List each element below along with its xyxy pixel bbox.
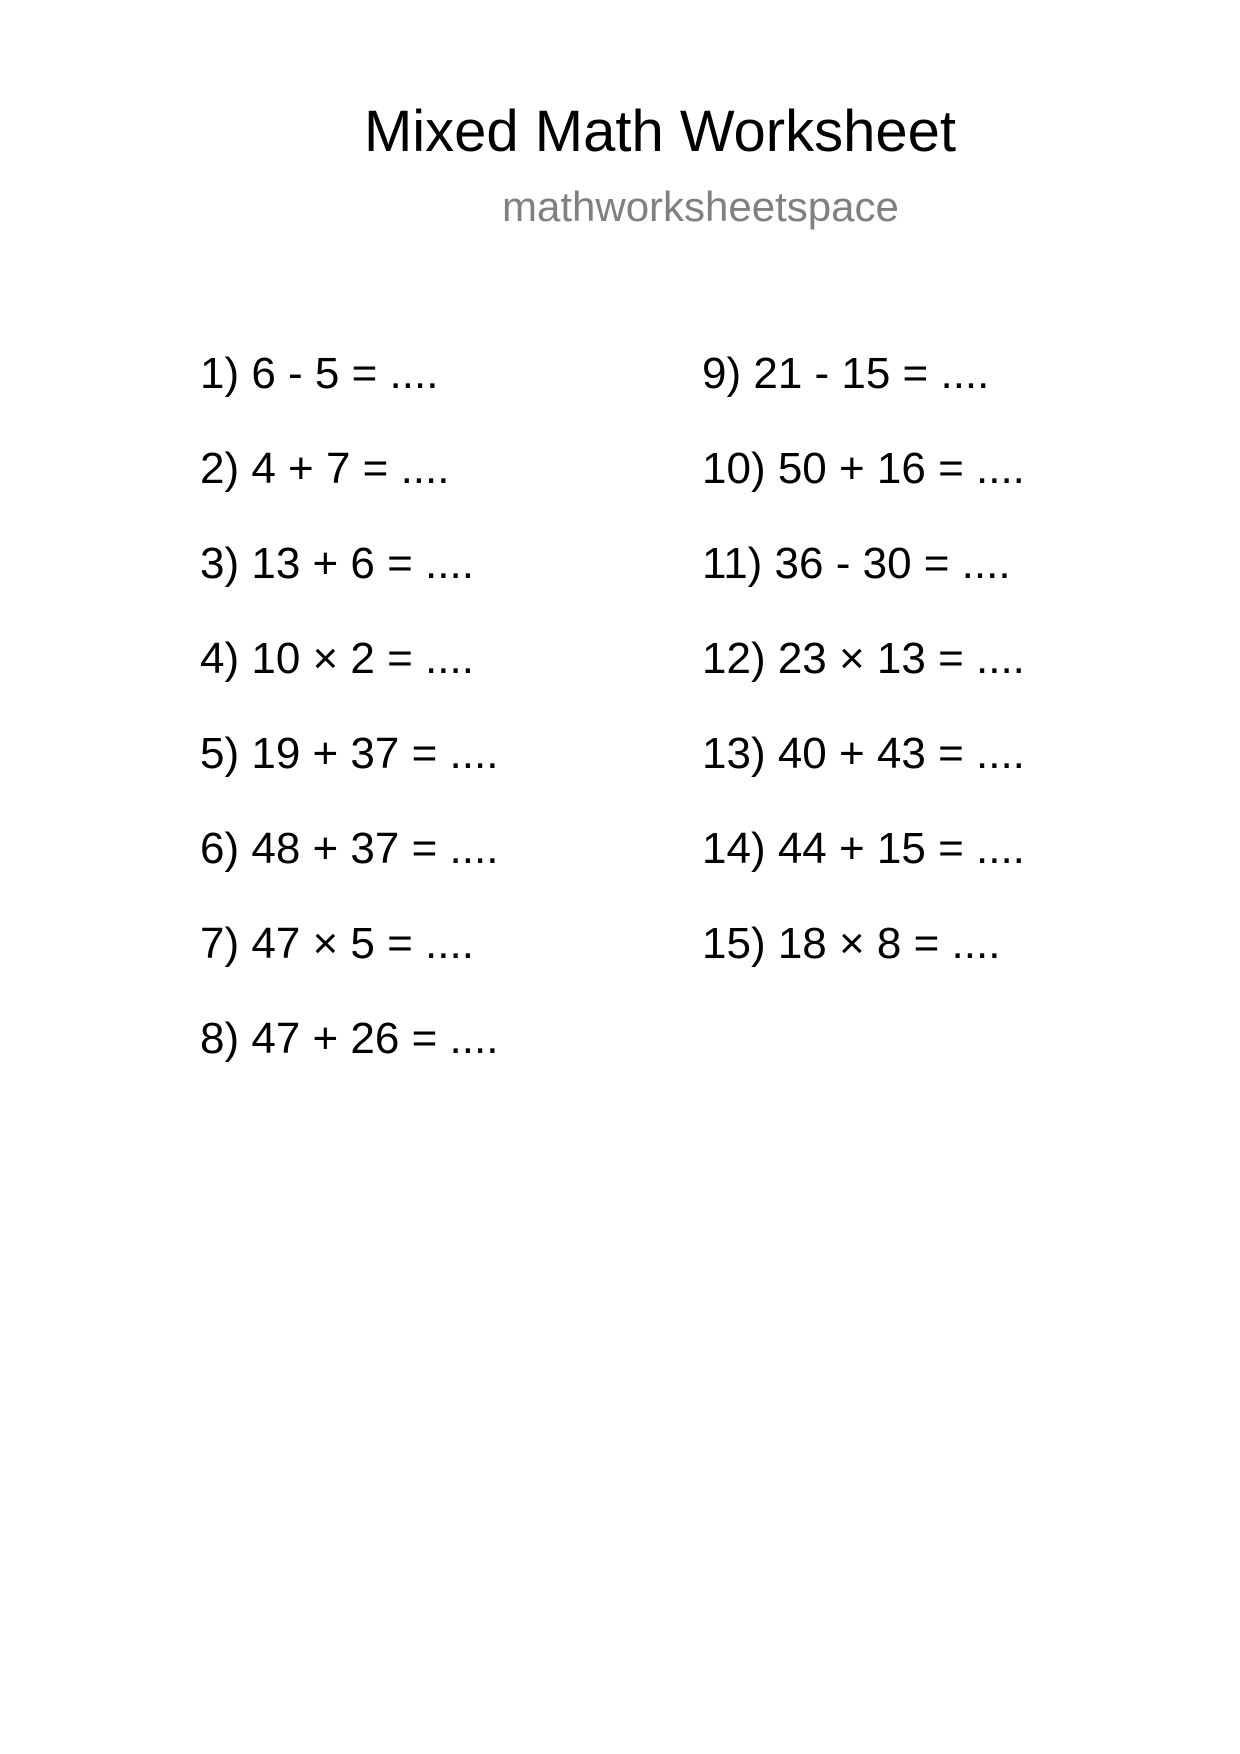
problem-11: 11) 36 - 30 = .... <box>702 539 1011 588</box>
problem-5: 5) 19 + 37 = .... <box>200 729 499 778</box>
problem-3: 3) 13 + 6 = .... <box>200 539 474 588</box>
problem-15: 15) 18 × 8 = .... <box>702 919 1001 968</box>
problem-1: 1) 6 - 5 = .... <box>200 349 439 398</box>
problem-9: 9) 21 - 15 = .... <box>702 349 990 398</box>
worksheet-subtitle: mathworksheetspace <box>502 183 899 230</box>
problem-12: 12) 23 × 13 = .... <box>702 634 1025 683</box>
problem-2: 2) 4 + 7 = .... <box>200 444 450 493</box>
problem-column-left <box>200 346 498 1106</box>
problem-10: 10) 50 + 16 = .... <box>702 444 1025 493</box>
worksheet-title: Mixed Math Worksheet <box>363 99 957 164</box>
problem-column-right <box>702 346 1025 1011</box>
problem-6: 6) 48 + 37 = .... <box>200 824 499 873</box>
problem-14: 14) 44 + 15 = .... <box>702 824 1025 873</box>
problem-4: 4) 10 × 2 = .... <box>200 634 474 683</box>
problem-7: 7) 47 × 5 = .... <box>200 919 474 968</box>
problem-8: 8) 47 + 26 = .... <box>200 1014 499 1063</box>
problem-13: 13) 40 + 43 = .... <box>702 729 1025 778</box>
